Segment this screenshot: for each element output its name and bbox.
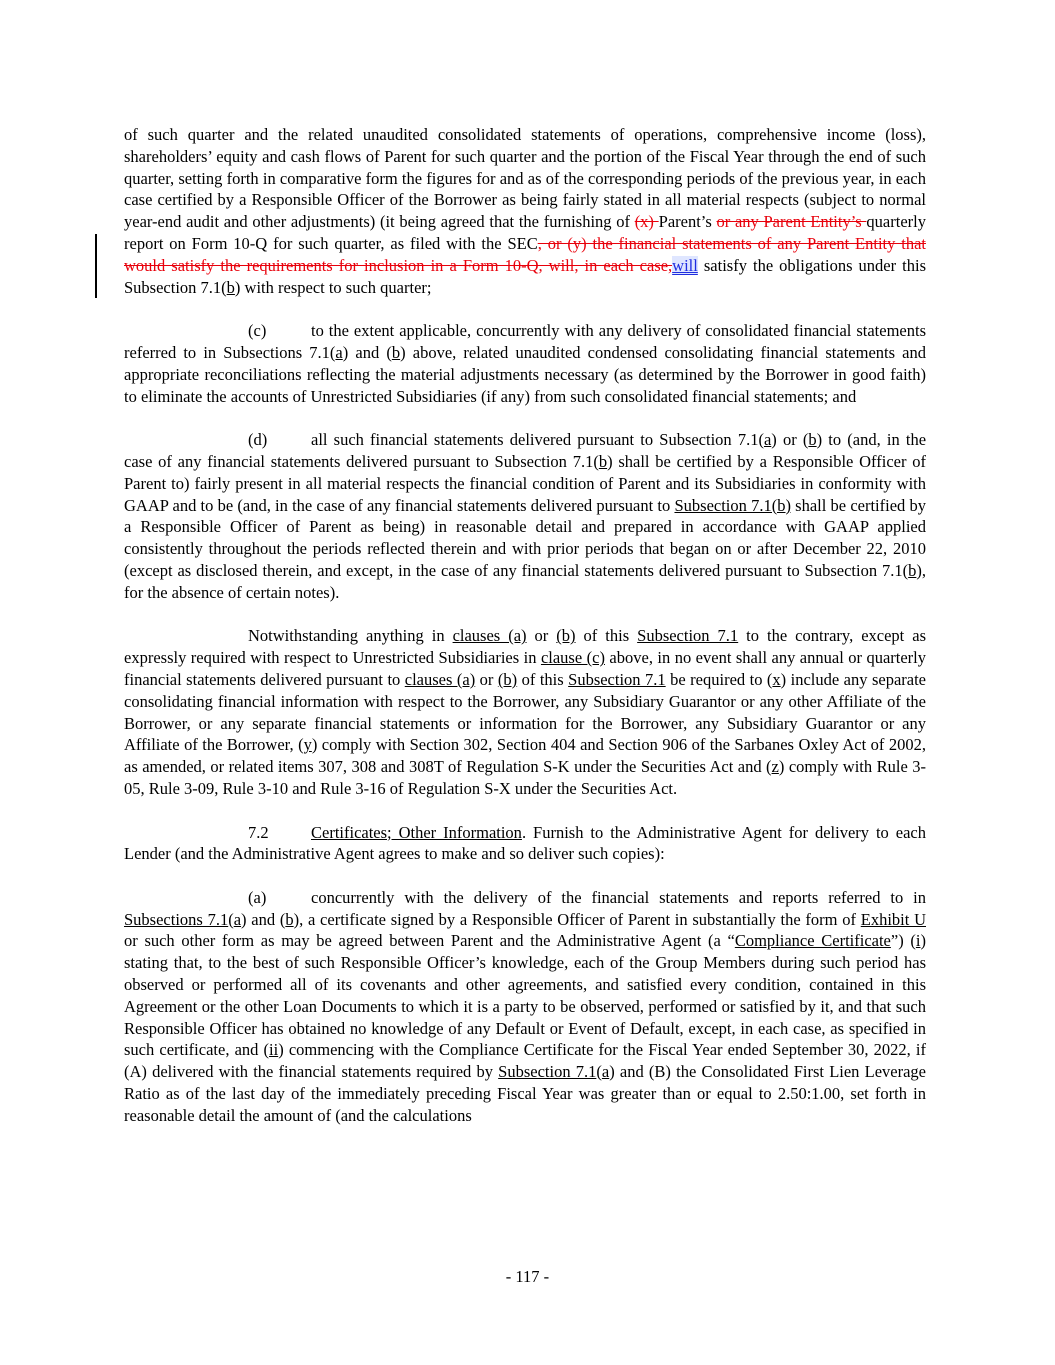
text: ) and ( xyxy=(342,342,392,362)
underlined-ref: Subsection 7.1 xyxy=(637,626,739,646)
underlined-ref: b xyxy=(908,560,917,580)
text: quarterly report on Form 10-Q for such quarter, as filed with the SEC xyxy=(124,212,926,253)
underlined-ref: (b) xyxy=(556,626,576,646)
clause-label: (c) xyxy=(248,321,267,341)
underlined-ref: x xyxy=(772,669,781,689)
paragraph-notwithstanding xyxy=(124,625,926,799)
section-7-2 xyxy=(124,822,926,866)
underlined-ref: a xyxy=(601,1062,610,1082)
text: of this xyxy=(517,669,569,689)
underlined-ref: b xyxy=(285,909,294,929)
text: or xyxy=(475,669,498,689)
clause-label: (a) xyxy=(248,887,267,907)
text: ) include any separate consolidating financial information with respect to the Borrower, any Subsidiary Guarantor or any other Affiliate of the Borrower, or any separate financial statements or information for the Borrower, any Subsidiary Guarantor or any Affiliate of the Borrower, ( xyxy=(124,669,926,755)
text: ), a certificate signed by a Responsible Officer of Parent in substantially the form of xyxy=(293,909,861,929)
revision-change-bar xyxy=(95,234,97,298)
inserted-text: will xyxy=(672,255,698,275)
text: or such other form as may be agreed between Parent and the Administrative Agent (a “ xyxy=(124,931,735,951)
deleted-text: , or (y) the financial statements of any Parent Entity that would satisfy the requirements for inclusion in a Form 10-Q, will, in each case, xyxy=(124,233,927,275)
underlined-ref: Compliance Certificate xyxy=(734,931,891,951)
text: ) above, related unaudited condensed consolidating financial statements and appropriate reconciliations reflecting the material adjustments necessary (as determined by the Borrower in good faith) to eliminate the accounts of Unrestricted Subsidiaries (if any) from such consolidated financial statements; and xyxy=(124,342,926,406)
underlined-ref: b xyxy=(391,342,401,362)
text: or xyxy=(526,626,557,646)
underlined-ref: ii xyxy=(269,1040,279,1060)
text: ) shall be certified by a Responsible Officer of Parent to) fairly present in all material respects the financial condition of Parent and its Subsidiaries in conformity with GAAP and to be (and, in the case of any financial statements delivered pursuant to xyxy=(124,451,926,515)
text: ) with respect to such quarter; xyxy=(234,277,432,297)
section-number: 7.2 xyxy=(248,822,269,842)
text: to the contrary, except as expressly required with respect to Unrestricted Subsidiaries in xyxy=(124,626,926,668)
text: ( xyxy=(228,909,234,929)
underlined-ref: Exhibit U xyxy=(860,909,926,929)
underlined-ref: b xyxy=(226,277,235,297)
page-number: - 117 - xyxy=(505,1267,550,1286)
clause-label: (d) xyxy=(248,430,268,450)
text: of such quarter and the related unaudited consolidated statements of operations, comprehensive income (loss), shareholders’ equity and cash flows of Parent for such quarter and the portion of the Fiscal Year through the end of such quarter, setting forth in comparative form the figures for and as of the corresponding periods of the previous year, in each case certified by a Responsible Officer of the Borrower as being fairly stated in all material respects (subject to normal year-end audit and other adjustments) (it being agreed that the furnishing of xyxy=(124,125,926,232)
underlined-ref: b xyxy=(808,430,817,450)
text: ) and ( xyxy=(241,909,286,929)
text: to the extent applicable, concurrently with any delivery of consolidated financial statements referred to in Subsections 7.1( xyxy=(124,321,926,362)
underlined-ref: z xyxy=(771,757,779,777)
text: be required to ( xyxy=(665,669,773,689)
deleted-text: or any Parent Entity’s xyxy=(716,212,867,232)
document-page xyxy=(124,124,926,1127)
underlined-ref: Subsection 7.1 xyxy=(568,669,666,689)
underlined-ref: y xyxy=(303,735,312,755)
underlined-ref: clause (c) xyxy=(540,648,605,668)
text: . Furnish to the Administrative Agent for delivery to each Lender (and the Administrative Agent agrees to make and so deliver such copies): xyxy=(124,822,926,864)
text: ) comply with Rule 3-05, Rule 3-09, Rule 3-10 and Rule 3-16 of Regulation S-X under the Securities Act. xyxy=(124,757,926,798)
underlined-ref: (b) xyxy=(497,669,518,689)
text: ) to (and, in the case of any financial statements delivered pursuant to Subsection 7.1( xyxy=(124,430,927,471)
text: ) commencing with the Compliance Certificate for the Fiscal Year ended September 30, 2022, if (A) delivered with the financial statements required by xyxy=(124,1040,926,1082)
text: ) stating that, to the best of such Responsible Officer’s knowledge, each of the Group Members during such period has observed or performed all of its covenants and other agreements, and satisfied every condition, contained in this Agreement or the other Loan Documents to which it is a party to be observed, performed or satisfied by it, and that such Responsible Officer has obtained no knowledge of any Default or Event of Default, except, in each case, as specified in such certificate, and ( xyxy=(124,931,926,1060)
underlined-ref: a xyxy=(233,909,242,929)
underlined-ref: clauses (a) xyxy=(404,669,476,689)
text: ) comply with Section 302, Section 404 and Section 906 of the Sarbanes Oxley Act of 2002, as amended, or related items 307, 308 and 308T of Regulation S-K under the Securities Act and ( xyxy=(124,735,926,777)
text: shall be certified by a Responsible Officer of Parent as being) in reasonable detail and prepared in accordance with GAAP applied consistently throughout the periods reflected therein and with prior periods that began on or after December 22, 2010 (except as disclosed therein, and except, in the case of any financial statements delivered pursuant to Subsection 7.1( xyxy=(124,495,926,580)
underlined-ref: Subsection 7.1(b) xyxy=(674,495,791,515)
deleted-text: (x) xyxy=(634,212,659,232)
underlined-ref: a xyxy=(335,342,343,362)
underlined-ref: clauses (a) xyxy=(452,626,527,646)
clause-d xyxy=(124,429,926,603)
text: ”) ( xyxy=(890,931,916,951)
text: Parent’s xyxy=(658,212,717,232)
text: above, in no event shall any annual or quarterly financial statements delivered pursuant to xyxy=(124,648,927,689)
underlined-ref: Subsections 7.1 xyxy=(124,909,229,929)
text: satisfy the obligations under this Subsection 7.1( xyxy=(124,255,926,297)
text: of this xyxy=(575,626,638,646)
section-heading: Certificates; Other Information xyxy=(311,822,522,842)
paragraph-quarterly-statements xyxy=(124,124,926,298)
clause-c xyxy=(124,320,926,407)
underlined-ref: b xyxy=(598,451,608,471)
text: Notwithstanding anything in xyxy=(248,626,453,646)
underlined-ref: Subsection 7.1 xyxy=(498,1062,597,1082)
text: concurrently with the delivery of the financial statements and reports referred to in xyxy=(311,887,926,907)
text: ( xyxy=(596,1062,602,1082)
clause-a xyxy=(124,887,926,1127)
text: ) or ( xyxy=(771,430,809,450)
underlined-ref: a xyxy=(763,430,772,450)
text: all such financial statements delivered pursuant to Subsection 7.1( xyxy=(311,430,764,450)
text: ) and (B) the Consolidated First Lien Leverage Ratio as of the last day of the immediately preceding Fiscal Year was greater than or equal to 2.50:1.00, set forth in reasonable detail the amount of (and the calculations xyxy=(124,1062,926,1125)
underlined-ref: i xyxy=(915,931,921,951)
text: ), for the absence of certain notes). xyxy=(124,560,926,602)
